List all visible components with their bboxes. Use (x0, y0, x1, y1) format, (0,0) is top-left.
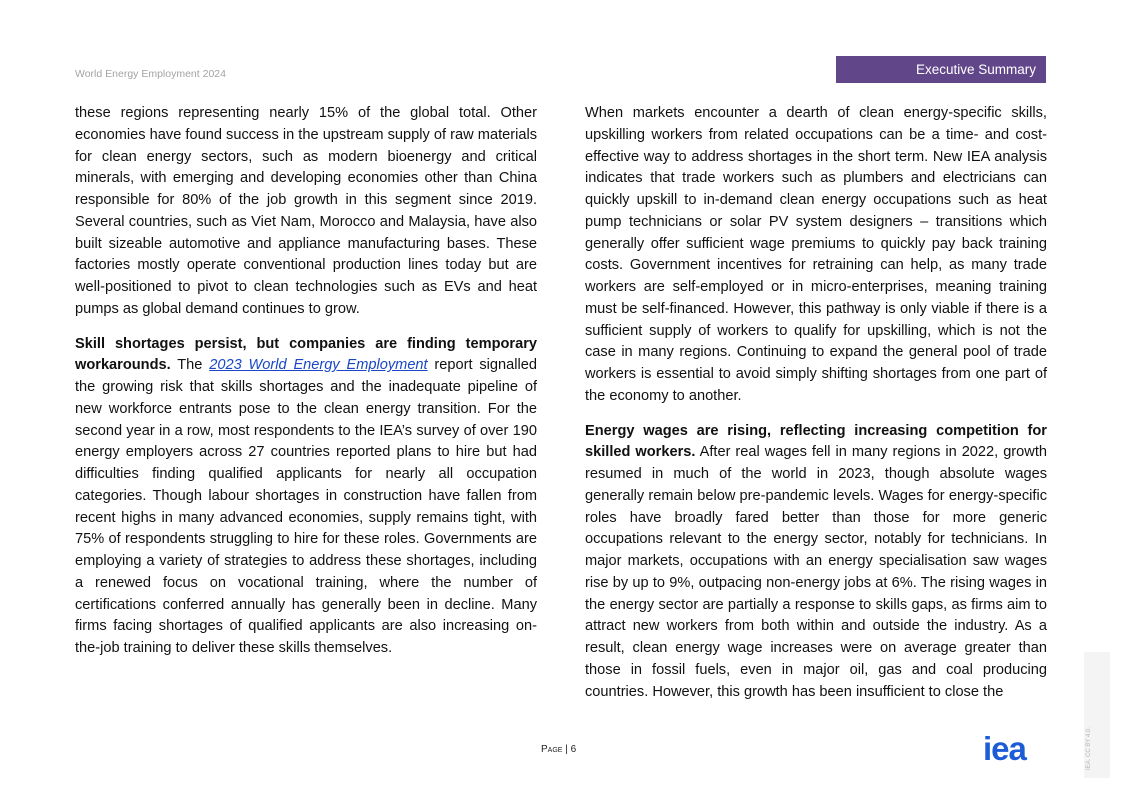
license-text: IEA. CC BY 4.0. (1086, 727, 1092, 770)
left-paragraph-2-pre-link: The (170, 357, 210, 374)
iea-logo (983, 735, 1047, 763)
left-paragraph-1: these regions representing nearly 15% of the global total. Other economies have found success in the upstream supply of raw materials for clean energy sectors, such as modern bioenergy and critical minerals, with emerging and developing economies other than China responsible for 80% of the job growth in this segment since 2019. Several countries, such as Viet Nam, Morocco and Malaysia, have also built sizeable automotive and appliance manufacturing bases. These factories mostly operate conventional production lines today but are well-positioned to pivot to clean technologies such as EVs and heat pumps as global demand continues to grow. (75, 105, 537, 317)
left-paragraph-2 (75, 334, 537, 660)
section-tag: Executive Summary (836, 56, 1046, 83)
wee-2023-report-link[interactable]: 2023 World Energy Employment (209, 357, 428, 374)
iea-logo-text: iea (983, 735, 1026, 763)
right-column (585, 103, 1047, 716)
left-column (75, 103, 537, 673)
page-label: Page (541, 744, 563, 755)
right-paragraph-1: When markets encounter a dearth of clean energy-specific skills, upskilling workers from related occupations can be a time- and cost-effective way to address shortages in the short term. New IEA analysis indicates that trade workers such as plumbers and electricians can quickly upskill to in-demand clean energy occupations such as heat pump technicians or solar PV system designers – transitions which generally offer sufficient wage premiums to quickly pay back training costs. Government incentives for retraining can help, as many trade workers are self-employed or in micro-enterprises, meaning training must be self-financed. However, this pathway is only viable if there is a sufficient supply of workers to qualify for upskilling, which is not the case in many regions. Continuing to expand the general pool of trade workers is essential to avoid simply shifting shortages from one part of the economy to another. (585, 105, 1047, 404)
report-title: World Energy Employment 2024 (75, 68, 226, 80)
page-separator: | (565, 744, 568, 755)
page-number (541, 744, 576, 755)
page-number-value: 6 (570, 744, 577, 755)
right-paragraph-2-lead: Energy wages are rising, reflecting increasing competition for skilled workers. (585, 422, 1047, 461)
right-paragraph-2 (585, 421, 1047, 704)
right-paragraph-2-body: After real wages fell in many regions in 2022, growth resumed in much of the world in 2023, though absolute wages generally remain below pre-pandemic levels. Wages for energy-specific roles have broadly fared better than those for more generic occupations relevant to the energy sector, notably for technicians. In major markets, occupations with an energy specialisation saw wages rise by up to 9%, outpacing non-energy jobs at 6%. The rising wages in the energy sector are partially a response to skills gaps, as firms aim to attract new workers from both within and outside the industry. As a result, clean energy wage increases were on average greater than those in fossil fuels, even in major oil, gas and coal producing countries. However, this growth has been insufficient to close the (585, 444, 1047, 700)
left-paragraph-2-body: report signalled the growing risk that skills shortages and the inadequate pipeline of new workforce entrants pose to the clean energy transition. For the second year in a row, most respondents to the IEA’s survey of over 190 energy employers across 27 countries reported plans to hire but had difficulties finding qualified applicants for nearly all occupation categories. Though labour shortages in construction have fallen from recent highs in many advanced economies, supply remains tight, with 75% of respondents struggling to hire for these roles. Governments are employing a variety of strategies to address these shortages, including a renewed focus on vocational training, where the number of certifications conferred annually has generally been in decline. Many firms facing shortages of qualified applicants are also increasing on-the-job training to deliver these skills themselves. (75, 357, 537, 656)
left-paragraph-2-lead: Skill shortages persist, but companies are finding temporary workarounds. (75, 335, 537, 374)
